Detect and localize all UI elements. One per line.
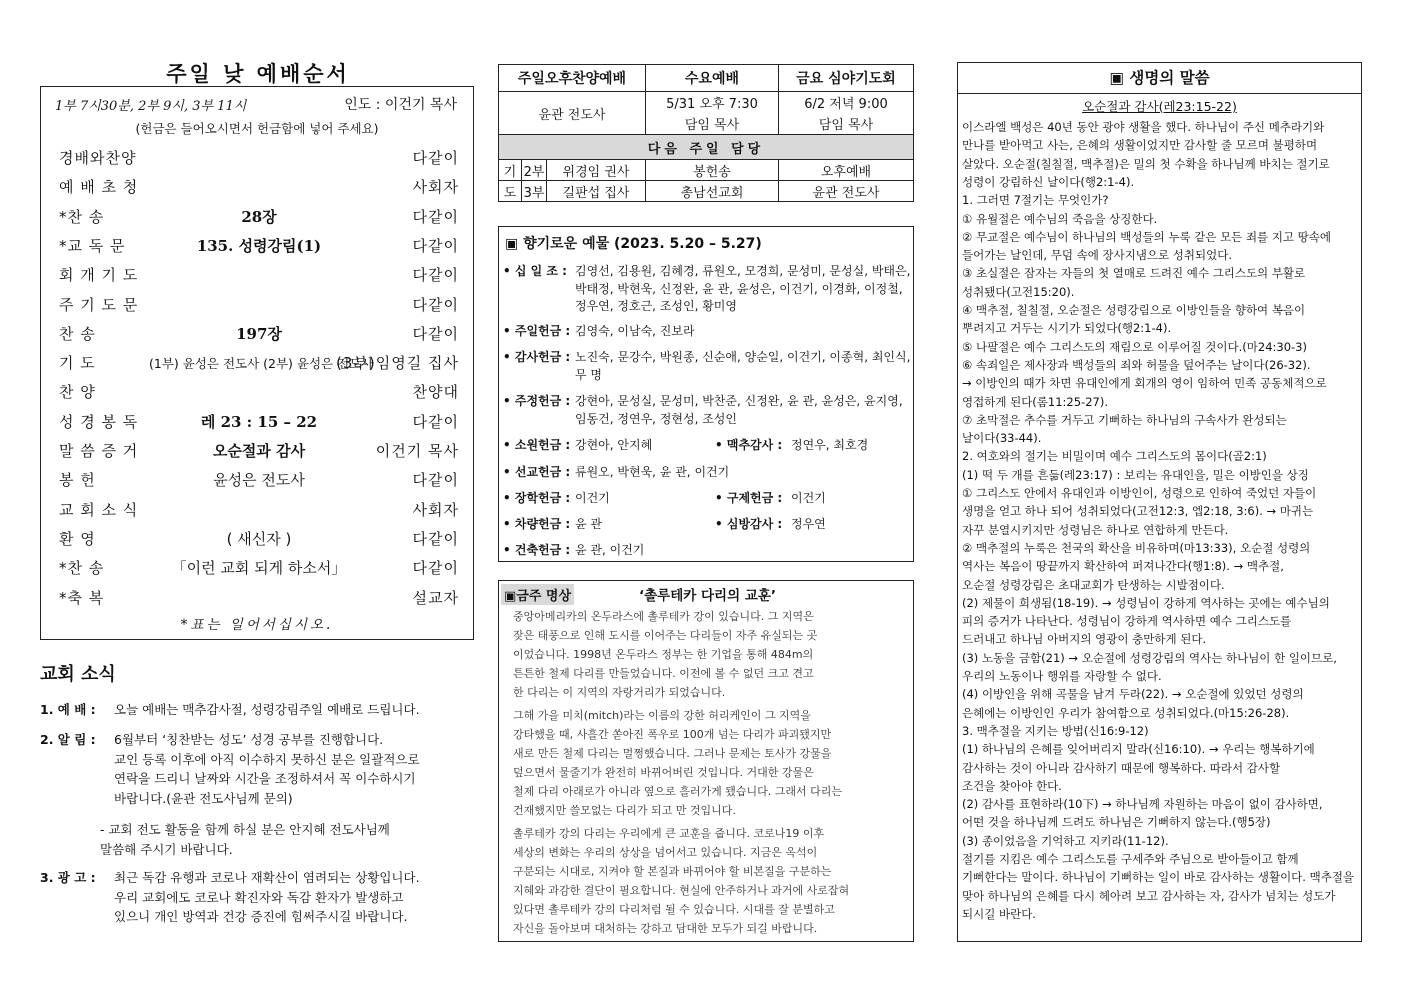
word-line: 맞아 하나님의 은혜를 다시 헤아려 보고 감사하는 자, 감사가 넘치는 성도가 (962, 888, 1336, 903)
meditation-line: 구분되는 시대로, 지켜야 할 본질과 바뀌어야 할 비본질을 구분하는 (513, 865, 832, 878)
offering-names (575, 437, 705, 455)
sched-r2-part: 3부 (522, 181, 547, 202)
order-row (59, 528, 459, 556)
word-line: 3. 맥추절을 지키는 방법(신16:9-12) (962, 723, 1149, 738)
offering-line: 류원오, 박현욱, 윤 관, 이건기 (575, 465, 730, 479)
offering-line: 정우연, 정호근, 조성인, 황미영 (575, 299, 737, 313)
word-line: (1) 하나님의 은혜를 잊어버리지 말라(신16:10). → 우리는 행복하기에 (962, 742, 1315, 757)
order-row-person: 이건기 목사 (375, 442, 459, 460)
offering-note: (헌금은 들어오시면서 헌금함에 넣어 주세요) (135, 121, 379, 136)
prayer-detail: (1부) 윤성은 전도사 (2부) 윤성은 전도사 (149, 356, 374, 372)
sched-gi: 기 (499, 160, 522, 181)
word-line: 피의 증거가 나타난다. 성령님이 강하게 역사하면 예수 그리스도를 (962, 614, 1292, 629)
sched-wed-time: 5/31 오후 7:30 (646, 92, 779, 114)
word-line: 은혜에는 이방인인 우리가 참여함으로 성취되었다.(마15:26-28). (962, 705, 1290, 720)
order-row-person: 설교자 (412, 588, 459, 607)
news-line: 우리 교회에도 코로나 확진자와 독감 환자가 발생하고 (114, 889, 404, 905)
offering-names (575, 349, 911, 384)
order-row-person: 다같이 (412, 295, 459, 314)
word-line: 우리의 노동이나 행위를 자랑할 수 없다. (962, 669, 1162, 683)
schedule-table (498, 64, 914, 202)
word-line: 2. 여호와의 절기는 비밀이며 예수 그리스도의 몸이다(골2:1) (962, 449, 1267, 464)
word-box (957, 62, 1362, 942)
order-row-person: 다같이 (412, 207, 459, 226)
offering-label: • 주정헌금 : (503, 394, 571, 408)
offering-label: • 주일헌금 : (503, 324, 571, 338)
stand-note: *표는 일어서십시오. (180, 617, 334, 633)
word-line: ⑤ 나팔절은 예수 그리스도의 재림으로 이루어질 것이다.(마24:30-3) (962, 339, 1307, 354)
sched-fri-leader: 담임 목사 (779, 113, 914, 135)
meditation-line: 강타했을 때, 사흘간 쏟아진 폭우로 100개 넘는 다리가 파괴됐지만 (513, 728, 832, 741)
news-item-text (114, 868, 454, 927)
word-line: 뿌려지고 거두는 시기가 되었다(행2:1-4). (962, 321, 1172, 336)
word-line: 드러내고 하나님 아버지의 영광이 충만하게 된다. (962, 632, 1207, 647)
sched-do: 도 (499, 181, 522, 202)
word-line: 역사는 복음이 땅끝까지 확산하여 퍼져나간다(행1:8). → 맥추절, (962, 559, 1284, 574)
sched-fri-time: 6/2 저녁 9:00 (779, 92, 914, 114)
offering-names (575, 542, 911, 560)
news-line: 오늘 예배는 맥추감사절, 성령강림주일 예배로 드립니다. (114, 702, 420, 717)
meditation-paragraph (507, 706, 909, 820)
word-line: 조건을 찾아야 한다. (962, 778, 1062, 793)
word-line: 오순절 성령강림은 초대교회가 탄생하는 시발점이다. (962, 577, 1225, 592)
meditation-line: 이었습니다. 1998년 온두라스 정부는 한 기업을 통해 484m의 (513, 648, 814, 661)
news-line: 최근 독감 유행과 코로나 재확산이 염려되는 상황입니다. (114, 870, 420, 885)
order-row-label: 봉 헌 (59, 471, 96, 490)
order-row-person: 사회자 (412, 178, 459, 197)
offering-line: 윤 관 (575, 517, 602, 531)
meditation-line: 잦은 태풍으로 인해 도시를 이어주는 다리들이 자주 유실되는 곳 (513, 629, 818, 642)
order-box (40, 86, 474, 640)
meditation-line: 새로 만든 철제 다리는 멀쩡했습니다. 그러나 문제는 토사가 강물을 (513, 747, 832, 760)
offering-label: • 건축헌금 : (503, 543, 571, 557)
news-item (40, 700, 460, 720)
order-row (59, 411, 459, 439)
order-title: 주일 낮 예배순서 (166, 62, 350, 86)
offering-line: 박태정, 박현욱, 신정완, 윤 관, 윤성은, 이건기, 이경화, 이정철, (575, 281, 903, 296)
news-line: 교인 등록 이후에 아직 이수하지 못하신 분은 일괄적으로 (114, 751, 420, 767)
sched-r2-offering-group: 총남선교회 (646, 181, 779, 202)
news-item-text (114, 700, 454, 720)
order-row-item: 오순절과 감사 (212, 442, 306, 460)
offering-line: 강현아, 안지혜 (575, 438, 653, 452)
word-line: 되시길 바란다. (962, 906, 1036, 921)
offering-line: 무 명 (575, 367, 602, 382)
offering-names (575, 516, 705, 534)
word-line: 성령이 강림하신 날이다(행2:1-4). (962, 174, 1135, 189)
meditation-title: ‘촐루테카 다리의 교훈’ (639, 588, 777, 604)
order-row-label: 말 씀 증 거 (59, 442, 139, 460)
news-item-label: 3. 광 고 : (40, 870, 96, 885)
offering-line: 이건기 (575, 491, 610, 505)
meditation-line: 있다면 촐루테카 강의 다리처럼 될 수 있습니다. 시대를 잘 분별하고 (513, 903, 835, 916)
word-line: (3) 노동을 금함(21) → 오순절에 성령강림의 역사는 하나님이 한 일이므로, (962, 650, 1337, 665)
word-line: 감사하는 것이 아니라 감사하기 때문에 행복하다. 따라서 감사할 (962, 760, 1281, 775)
order-row-person: 다같이 (412, 324, 459, 343)
offering-names (575, 464, 911, 482)
sched-wed-leader: 담임 목사 (646, 113, 779, 135)
meditation-line: 자신을 돌아보며 대처하는 강하고 담대한 모두가 되길 바랍니다. (513, 922, 818, 935)
sched-sunday-pm: 윤관 전도사 (499, 92, 646, 135)
news-item (40, 730, 460, 808)
order-row-label: 예 배 초 청 (59, 178, 139, 197)
sched-header-wednesday: 수요예배 (646, 65, 779, 92)
meditation-paragraph (507, 607, 909, 702)
news-item (40, 820, 460, 859)
word-line: ⑦ 초막절은 추수를 거두고 기뻐하는 하나님의 구속사가 완성되는 (962, 412, 1287, 427)
order-row-person: 사회자 (412, 500, 459, 519)
sched-r2-person: 길판섭 집사 (547, 181, 646, 202)
offering-label: • 소원헌금 : (503, 438, 571, 452)
meditation-line: 중앙아메리카의 온두라스에 촐루테카 강이 있습니다. 그 지역은 (513, 610, 814, 623)
meditation-line: 덮으면서 물줄기가 완전히 바뀌어버린 것입니다. 거대한 강물은 (513, 766, 814, 779)
order-row-person: 다같이 (412, 559, 459, 578)
word-line: 이스라엘 백성은 40년 동안 광야 생활을 했다. 하나님이 주신 메추라기와 (962, 120, 1325, 134)
word-line: → 이방인의 때가 차면 유대인에게 회개의 영이 임하여 민족 공동체적으로 (962, 376, 1327, 391)
meditation-line: 철제 다리 아래로가 아니라 옆으로 흘러가게 됐습니다. 그래서 다리는 (513, 785, 842, 798)
order-row-item: 197장 (236, 324, 282, 343)
order-row (59, 352, 459, 380)
order-row (59, 294, 459, 322)
word-line: 날이다(33-44). (962, 431, 1042, 446)
order-row-label: 교 회 소 식 (59, 500, 139, 519)
sched-r1-person: 위경임 권사 (547, 160, 646, 181)
offering-names: 이건기 (791, 491, 826, 505)
meditation-paragraph (507, 824, 909, 938)
offering-label: • 맥추감사 : (715, 438, 783, 452)
news-line: 6월부터 ‘칭찬받는 성도’ 성경 공부를 진행합니다. (114, 732, 384, 747)
order-row-label: *찬 송 (59, 207, 105, 226)
order-row-label: 찬 송 (59, 324, 96, 343)
order-row-label: *찬 송 (59, 559, 105, 578)
news-item-label: 2. 알 림 : (40, 732, 96, 747)
offering-label: • 심방감사 : (715, 517, 783, 531)
word-line: ⑥ 속죄일은 제사장과 백성들의 죄와 허물을 덮어주는 날이다(26-32). (962, 357, 1311, 372)
order-row (59, 323, 459, 351)
offering-line: 노진숙, 문강수, 박원종, 신순애, 양순일, 이건기, 이종혁, 최인식, (575, 350, 911, 364)
news-line: 말씀해 주시기 바랍니다. (100, 841, 233, 857)
order-row (59, 176, 459, 204)
meditation-line: 촐루테카 강의 다리는 우리에게 큰 교훈을 줍니다. 코로나19 이후 (513, 827, 825, 840)
news-item-label: 1. 예 배 : (40, 702, 96, 717)
offering-names (575, 490, 705, 508)
offering-label: • 감사헌금 : (503, 350, 571, 364)
order-row-person: 다같이 (412, 236, 459, 255)
word-line: ① 그리스도 안에서 유대인과 이방인이, 성령으로 인하여 죽었던 자들이 (962, 486, 1317, 500)
meditation-line: 그해 가을 미치(mitch)라는 이름의 강한 허리케인이 그 지역을 (513, 709, 811, 722)
offering-label: • 선교헌금 : (503, 465, 571, 479)
word-line: 살았다. 오순절(칠칠절, 맥추절)은 밀의 첫 수확을 하나님께 바치는 절기로 (962, 156, 1330, 171)
order-row-item: 135. 성령강림(1) (196, 236, 322, 255)
news-item-text (114, 730, 454, 808)
order-row-label: 주 기 도 문 (59, 295, 139, 314)
order-row-item: 레 23 : 15 – 22 (200, 412, 318, 431)
sched-r1-pm-service: 오후예배 (779, 160, 914, 181)
news-line: - 교회 전도 활동을 함께 하실 분은 안지혜 전도사님께 (100, 822, 390, 837)
sched-r1-part: 2부 (522, 160, 547, 181)
order-row (59, 587, 459, 615)
sched-header-sunday: 주일오후찬양예배 (499, 65, 646, 92)
service-times: 1부 7시30분, 2부 9시, 3부 11시 (55, 99, 247, 114)
word-line: ③ 초실절은 잠자는 자들의 첫 열매로 드려진 예수 그리스도의 부활로 (962, 266, 1306, 281)
meditation-line: 지혜와 과감한 결단이 필요합니다. 현실에 안주하거나 과거에 사로잡혀 (513, 884, 850, 897)
news-line: 연락을 드리니 날짜와 시간을 조정하셔서 꼭 이수하시기 (114, 771, 416, 786)
offering-names (575, 263, 911, 316)
order-row-item: 「이런 교회 되게 하소서」 (171, 559, 347, 578)
news-item-text (100, 820, 440, 859)
offering-label: • 차량헌금 : (503, 517, 571, 531)
next-sunday-title: 다음 주일 담당 (499, 135, 914, 160)
order-row-person: (3부)임영길 집사 (336, 354, 459, 373)
order-row-label: 회 개 기 도 (59, 266, 139, 285)
order-row-label: 성 경 봉 독 (59, 412, 139, 431)
order-row-person: 다같이 (412, 149, 459, 167)
word-line: 생명을 얻고 하나 되어 성취되었다(고전12:3, 엡2:18, 3:6). → 마귀는 (962, 504, 1314, 519)
word-line: ① 유월절은 예수님의 죽음을 상징한다. (962, 211, 1158, 226)
offering-line: 윤 관, 이건기 (575, 543, 645, 557)
word-line: (2) 감사를 표현하라(10下) → 하나님께 자원하는 마음이 없이 감사하면, (962, 797, 1323, 812)
order-row (59, 264, 459, 292)
sched-r2-pm-leader: 윤관 전도사 (779, 181, 914, 202)
order-row (59, 440, 459, 468)
order-row-label: 찬 양 (59, 383, 96, 402)
news-item (40, 868, 460, 927)
order-row-person: 다같이 (412, 471, 459, 490)
offering-line: 강현아, 문성실, 문성미, 박찬준, 신정완, 윤 관, 윤성은, 윤지영, (575, 394, 903, 408)
worship-leader: 인도 : 이건기 목사 (344, 97, 457, 113)
offering-names: 정연우, 최호경 (791, 438, 869, 452)
order-row-label: *교 독 문 (59, 236, 126, 255)
sched-header-friday: 금요 심야기도회 (779, 65, 914, 92)
order-row-person: 찬양대 (412, 383, 459, 402)
word-line: (2) 제물이 희생됨(18-19). → 성령님이 강하게 역사하는 곳에는 예수님의 (962, 595, 1330, 610)
meditation-line: 건재했지만 쓸모없는 다리가 되고 만 것입니다. (513, 804, 736, 817)
order-row (59, 557, 459, 585)
offering-names (575, 323, 911, 341)
word-line: ② 무교절은 예수님이 하나님의 백성들의 누룩 같은 모든 죄를 지고 땅속에 (962, 229, 1332, 244)
news-line: 있으니 개인 방역과 건강 증진에 힘써주시길 바랍니다. (114, 909, 408, 924)
order-row-label: 경배와찬양 (59, 149, 137, 167)
word-line: 들어가는 날인데, 무덤 속에 장사지냄으로 성취되었다. (962, 248, 1232, 263)
offering-label: • 십 일 조 : (503, 264, 567, 278)
word-title: ▣ 생명의 말씀 (958, 63, 1361, 94)
word-line: 만나를 받아먹고 사는, 은혜의 생활이었지만 감사할 줄 모르며 불평하며 (962, 138, 1318, 153)
order-row-person: 다같이 (412, 412, 459, 431)
order-row-label: *축 복 (59, 588, 105, 607)
word-line: 자꾸 분열시키지만 성령님은 하나로 연합하게 만든다. (962, 522, 1229, 537)
offering-label: • 장학헌금 : (503, 491, 571, 505)
word-line: 영접하게 된다(롬11:25-27). (962, 394, 1108, 409)
word-line: ④ 맥추절, 칠칠절, 오순절은 성령강림으로 이방인들을 향하여 복음이 (962, 303, 1306, 317)
order-row (59, 147, 459, 175)
order-row (59, 469, 459, 497)
order-row-label: 환 영 (59, 529, 96, 548)
meditation-label: ▣금주 명상 (501, 584, 574, 605)
word-line: 절기를 지킴은 예수 그리스도를 구세주와 주님으로 받아들이고 함께 (962, 852, 1299, 866)
word-line: 1. 그러면 7절기는 무엇인가? (962, 193, 1109, 208)
meditation-line: 세상의 변화는 우리의 상상을 넘어서고 있습니다. 지금은 옥석이 (513, 846, 818, 859)
offerings-box (498, 226, 914, 562)
order-row-item: ( 새신자 ) (226, 529, 292, 548)
word-line: 기뻐한다는 말이다. 하나님이 기뻐하는 일이 바로 감사하는 생활이다. 맥추절을 (962, 870, 1355, 885)
order-row-label: 기 도 (59, 354, 96, 373)
news-title: 교회 소식 (40, 664, 116, 685)
offering-names: 정우연 (791, 517, 826, 531)
offering-line: 임동건, 정연우, 정현성, 조성인 (575, 411, 737, 426)
word-line: (4) 이방인을 위해 곡물을 남겨 두라(22). → 오순절에 있었던 성령의 (962, 687, 1304, 702)
order-row-item: 윤성은 전도사 (213, 471, 305, 490)
word-line: (3) 종이었음을 기억하고 지키라(11-12). (962, 833, 1169, 848)
offering-names (575, 393, 911, 428)
meditation-line: 한 다리는 이 지역의 자랑거리가 되었습니다. (513, 686, 726, 699)
offering-line: 김영숙, 이남숙, 진보라 (575, 324, 695, 338)
offering-line: 김영선, 김용원, 김혜경, 류원오, 모경희, 문성미, 문성실, 박태은, (575, 264, 911, 278)
meditation-line: 튼튼한 철제 다리를 만들었습니다. 이전에 볼 수 없던 크고 견고 (513, 667, 814, 680)
word-line: 성취됐다(고전15:20). (962, 284, 1075, 299)
news-line: 바랍니다.(윤관 전도사님께 문의) (114, 790, 293, 806)
order-row (59, 381, 459, 409)
meditation-box (498, 580, 914, 942)
order-row-person: 다같이 (412, 266, 459, 285)
order-row (59, 235, 459, 263)
order-row (59, 206, 459, 234)
order-row-item: 28장 (241, 207, 277, 226)
word-line: 어떤 것을 하나님께 드려도 하나님은 기뻐하지 않는다.(행5장) (962, 815, 1271, 830)
word-line: (1) 떡 두 개를 흔듦(레23:17) : 보리는 유대인을, 밀은 이방인을 상징 (962, 467, 1309, 482)
offering-label: • 구제헌금 : (715, 491, 783, 505)
order-row-person: 다같이 (412, 529, 459, 548)
word-subtitle: 오순절과 감사(레23:15-22) (1082, 99, 1237, 114)
offerings-title: ▣ 향기로운 예물 (2023. 5.20 – 5.27) (505, 236, 762, 252)
word-line: ② 맥추절의 누룩은 천국의 확산을 비유하며(마13:33), 오순절 성령의 (962, 540, 1311, 555)
order-row (59, 499, 459, 527)
sched-r1-offering-song: 봉헌송 (646, 160, 779, 181)
